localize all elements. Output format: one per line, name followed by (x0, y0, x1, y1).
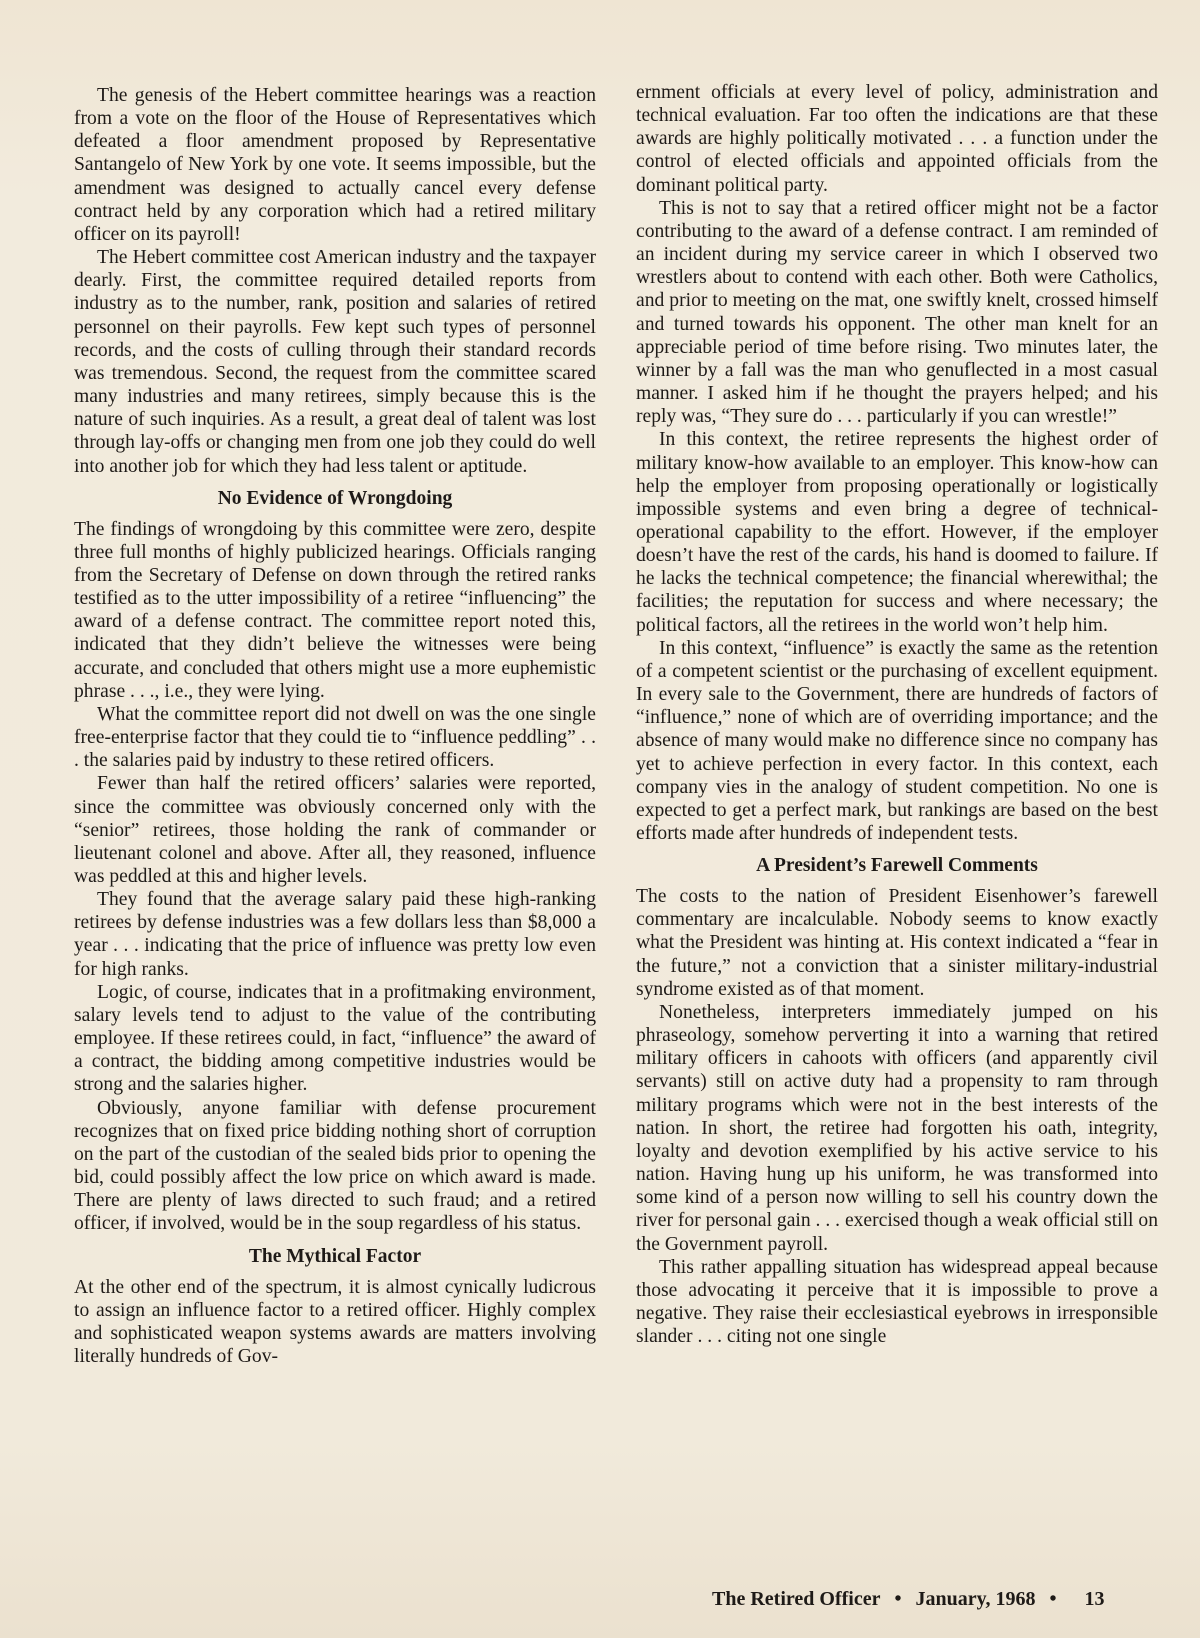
paragraph: They found that the average salary paid these high-ranking retirees by defense industries was a few dollars less than $8,000 a year . . . indicating that the price of influence was pretty low even for high ranks. (74, 889, 596, 980)
paragraph: At the other end of the spectrum, it is almost cynically ludicrous to assign an influence factor to a retired officer. Highly complex and sophisticated weapon systems awards are matters involving literally hundreds of Gov- (74, 1276, 596, 1367)
paragraph: What the committee report did not dwell on was the one single free-enterprise factor that they could tie to “influence peddling” . . . the salaries paid by industry to these retired officers. (74, 703, 596, 772)
paragraph: The genesis of the Hebert committee hearings was a reaction from a vote on the floor of the House of Representatives which defeated a floor amendment proposed by Representative Santangelo of New York by one vote. It seems impossible, but the amendment was designed to actually cancel every defense contract held by any corporation which had a retired military officer on its payroll! (74, 85, 596, 245)
right-column (636, 81, 1158, 1348)
paragraph: Fewer than half the retired officers’ salaries were reported, since the committee was obviously concerned only with the “senior” retirees, those holding the rank of commander or lieutenant colonel and above. After all, they reasoned, influence was peddled at this and higher levels. (74, 773, 596, 887)
section-heading: No Evidence of Wrongdoing (217, 487, 453, 509)
footer-separator: • (894, 1588, 902, 1610)
paragraph: This rather appalling situation has widespread appeal because those advocating it perceive that it is impossible to prove a negative. They raise their ecclesiastical eyebrows in irresponsible slander . . . citing not one single (636, 1256, 1158, 1348)
left-column (74, 84, 596, 1368)
paragraph: In this context, the retiree represents the highest order of military know-how available to an employer. This know-how can help the employer from proposing operationally or logistically impossible systems and even bring a degree of technical-operational capability to the effort. However, if the employer doesn’t have the rest of the cards, his hand is doomed to failure. If he lacks the technical competence; the financial wherewithal; the facilities; the reputation for success and where necessary; the political factors, all the retirees in the world won’t help him. (636, 429, 1158, 636)
paragraph: Obviously, anyone familiar with defense procurement recognizes that on fixed price bidding nothing short of corruption on the part of the custodian of the sealed bids prior to opening the bid, could possibly affect the low price on which award is made. There are plenty of laws directed to such fraud; and a retired officer, if involved, would be in the soup regardless of his status. (74, 1097, 596, 1235)
section-heading: The Mythical Factor (248, 1245, 422, 1267)
footer-separator: • (1049, 1588, 1057, 1610)
paragraph: In this context, “influence” is exactly the same as the retention of a competent scientist or the purchasing of excellent equipment. In every sale to the Government, there are hundreds of factors of “influence,” none of which are of overriding importance; and the absence of many would make no difference since no company has yet to achieve perfection in every factor. In this context, each company vies in the analogy of student competition. No one is expected to get a perfect mark, but rankings are based on the best efforts made after hundreds of independent tests. (636, 637, 1158, 844)
paragraph: The findings of wrongdoing by this committee were zero, despite three full months of highly publicized hearings. Officials ranging from the Secretary of Defense on down through the retired ranks testified as to the utter impossibility of a retiree “influencing” the award of a defense contract. The committee report noted this, indicated that they didn’t believe the witnesses were being accurate, and concluded that others might use a more euphemistic phrase . . ., i.e., they were lying. (74, 518, 596, 702)
issue-date: January, 1968 (915, 1588, 1036, 1610)
paragraph: Logic, of course, indicates that in a profitmaking environment, salary levels tend to adjust to the value of the contributing employee. If these retirees could, in fact, “influence” the award of a contract, the bidding among competitive industries would be strong and the salaries higher. (74, 981, 596, 1096)
section-heading: A President’s Farewell Comments (756, 855, 1038, 877)
paragraph: This is not to say that a retired officer might not be a factor contributing to the award of a defense contract. I am reminded of an incident during my service career in which I observed two wrestlers about to contend with each other. Both were Catholics, and prior to meeting on the mat, one swiftly knelt, crossed himself and turned towards his opponent. The other man knelt for an appreciable period of time before rising. Two minutes later, the winner by a fall was the man who genuflected in a most casual manner. I asked him if he thought the prayers helped; and his reply was, “They sure do . . . particularly if you can wrestle!” (636, 197, 1158, 428)
paragraph: The Hebert committee cost American industry and the taxpayer dearly. First, the committee required detailed reports from industry as to the number, rank, position and salaries of retired personnel on their payrolls. Few kept such types of personnel records, and the costs of culling through their standard records was tremendous. Second, the request from the committee scared many industries and many retirees, simply because this is the nature of such inquiries. As a result, a great deal of talent was lost through lay-offs or changing men from one job they could do well into another job for which they had less talent or aptitude. (74, 247, 596, 477)
page-number: 13 (1084, 1588, 1105, 1610)
page-footer (712, 1588, 1172, 1611)
paragraph: ernment officials at every level of policy, administration and technical evaluation. Far too often the indications are that these awards are highly politically motivated . . . a function under the control of elected officials and appointed officials from the dominant political party. (636, 82, 1158, 196)
paragraph: The costs to the nation of President Eisenhower’s farewell commentary are incalculable. Nobody seems to know exactly what the President was hinting at. His context indicated a “fear in the future,” not a conviction that a sinister military-industrial syndrome existed as of that moment. (636, 886, 1158, 1000)
publication-title: The Retired Officer (712, 1588, 881, 1610)
paragraph: Nonetheless, interpreters immediately jumped on his phraseology, somehow perverting it into a warning that retired military officers in cahoots with officers (and apparently civil servants) still on active duty had a propensity to ram through military programs which were not in the best interests of the nation. In short, the retiree had forgotten his oath, integrity, loyalty and devotion exemplified by his active service to his nation. Having hung up his uniform, he was transformed into some kind of a person now willing to sell his country down the river for personal gain . . . exercised though a weak official still on the Government payroll. (636, 1001, 1158, 1255)
